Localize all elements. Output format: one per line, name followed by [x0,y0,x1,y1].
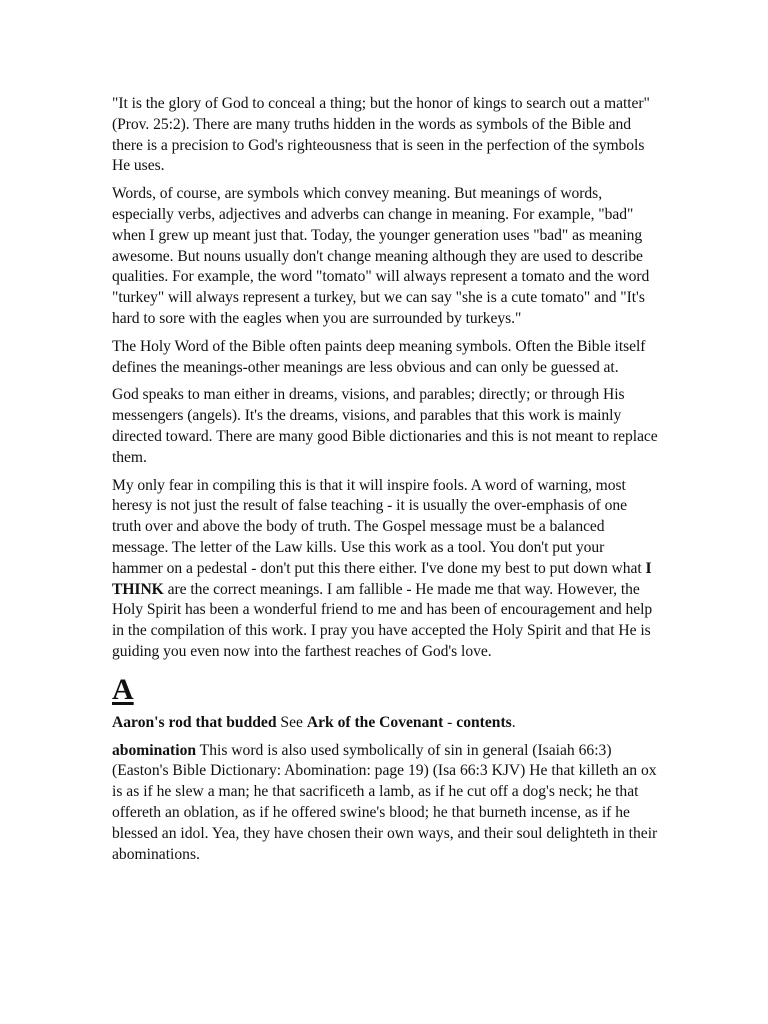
intro-paragraph: "It is the glory of God to conceal a thing; but the honor of kings to search out a matter" (Prov. 25:2). There are many truths hidden in the words as symbols of the Bible and there is a precision to God's righteousness that is seen in the perfection of the symbols He uses. [112,95,650,175]
entry-term: Aaron's rod that budded [112,713,277,731]
entry-term: abomination [112,741,197,759]
fear-text-before: My only fear in compiling this is that it will inspire fools. A word of warning, most heresy is not just the result of false teaching - it is usually the over-emphasis of one truth over and above the body of truth. The Gospel message must be a balanced message. The letter of the Law kills. Use this work as a tool. You don't put your hammer on a pedestal - don't put this there either. I've done my best to put down what [112,476,646,577]
entry-reference: Ark of the Covenant [306,713,444,731]
holy-word-paragraph: The Holy Word of the Bible often paints deep meaning symbols. Often the Bible itself defines the meanings-other meanings are less obvious and can only be guessed at. [112,337,646,376]
entry-abomination [112,741,658,866]
god-speaks-paragraph: God speaks to man either in dreams, visions, and parables; directly; or through His messengers (angels). It's the dreams, visions, and parables that this work is mainly directed toward. There are many good Bible dictionaries and this is not meant to replace them. [112,386,658,466]
fear-text-after: are the correct meanings. I am fallible - He made me that way. However, the Holy Spirit has been a wonderful friend to me and has been of encouragement and help in the compilation of this work. I pray you have accepted the Holy Spirit and that He is guiding you even now into the farthest reaches of God's love. [112,580,653,660]
words-paragraph: Words, of course, are symbols which convey meaning. But meanings of words, especially verbs, adjectives and adverbs can change in meaning. For example, "bad" when I grew up meant just that. Today, the younger generation uses "bad" as meaning awesome. But nouns usually don't change meaning although they are used to describe qualities. For example, the word "tomato" will always represent a tomato and the word "turkey" will always represent a turkey, but we can say "she is a cute tomato" and "It's hard to sore with the eagles when you are surrounded by turkeys." [112,185,650,327]
section-heading-a: A [112,672,134,706]
entry-reference-2: contents [456,713,512,731]
entry-text: This word is also used symbolically of sin in general (Isaiah 66:3) (Easton's Bible Dictionary: Abomination: page 19) (Isa 66:3 KJV) He that killeth an ox is as if he slew a man; he that sacrificeth a lamb, as if he cut off a dog's neck; he that offereth an oblation, as if he offered swine's blood; he that burneth incense, as if he blessed an idol. Yea, they have chosen their own ways, and their soul delighteth in their abominations. [112,741,658,863]
fear-paragraph [112,476,658,663]
fear-text-bold: I THINK [112,559,652,598]
entry-aarons-rod [112,713,658,734]
entry-end: . [511,713,516,731]
entry-dash: - [443,713,457,731]
entry-see: See [276,713,307,731]
